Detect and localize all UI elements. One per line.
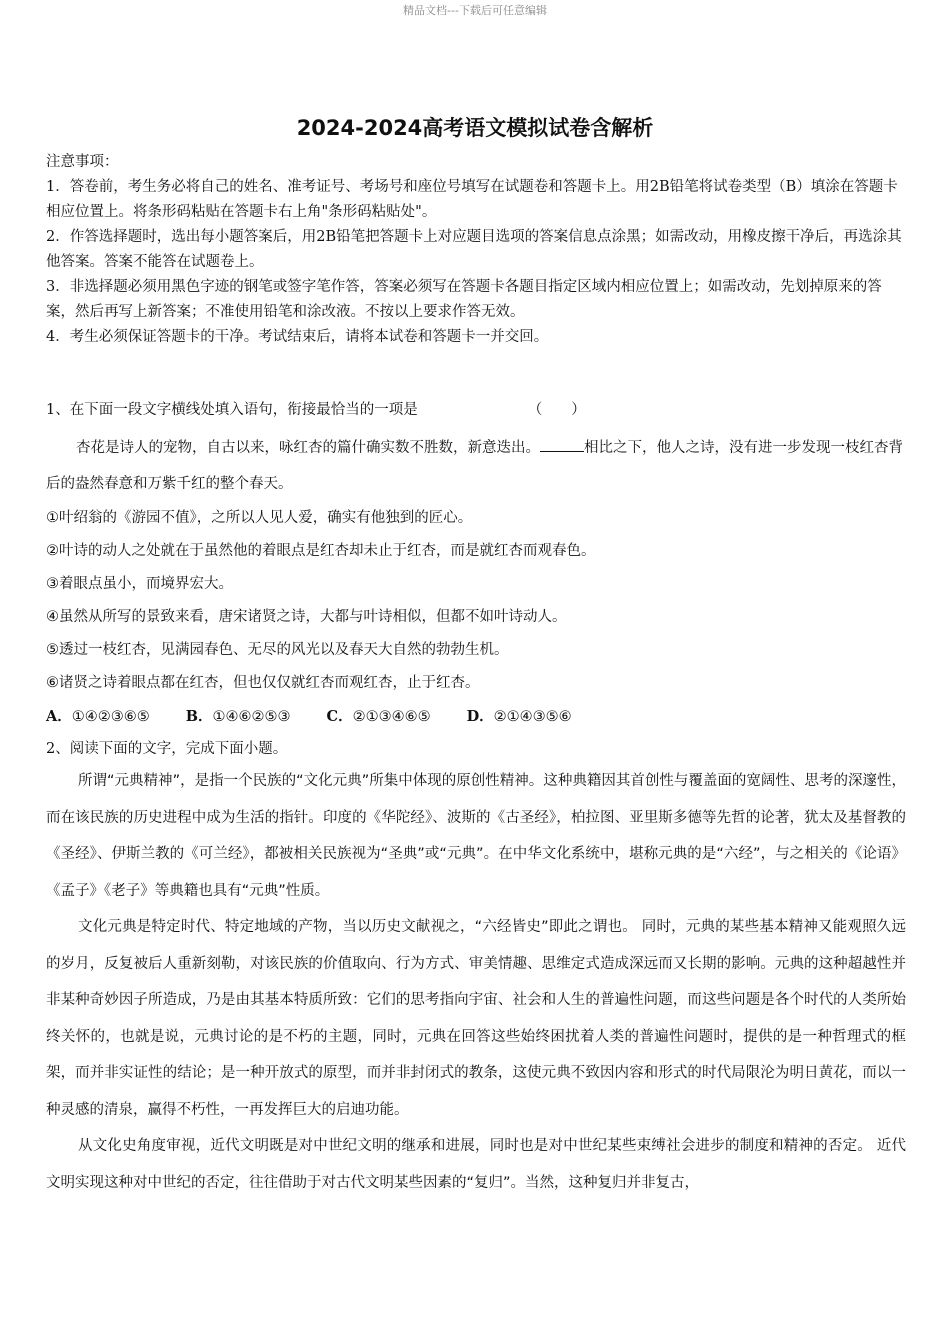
- sentence-option: ④虽然从所写的景致来看，唐宋诸贤之诗，大都与叶诗相似，但都不如叶诗动人。: [46, 609, 567, 625]
- notice-item: 3．非选择题必须用黑色字迹的钢笔或签字笔作答，答案必须写在答题卡各题目指定区域内相应位置上；如需改动，先划掉原来的答案，然后再写上新答案；不准使用铅笔和涂改液。不按以上要求作答无效。: [46, 279, 882, 320]
- choice-letter: A．: [46, 708, 72, 725]
- sentence-option: ③着眼点虽小，而境界宏大。: [46, 576, 233, 592]
- choice-text: ②①④③⑤⑥: [493, 709, 572, 725]
- notice-section: [46, 150, 906, 350]
- notice-item: 2．作答选择题时，选出每小题答案后，用2B铅笔把答题卡上对应题目选项的答案信息点涂黑；如需改动，用橡皮擦干净后，再选涂其他答案。答案不能答在试题卷上。: [46, 229, 902, 270]
- sentence-option: ②叶诗的动人之处就在于虽然他的着眼点是红杏却未止于红杏，而是就红杏而观春色。: [46, 543, 596, 559]
- choice-letter: B．: [185, 708, 213, 725]
- reading-paragraph: 文化元典是特定时代、特定地域的产物，当以历史文献视之，“六经皆史”即此之谓也。 同时，元典的某些基本精神又能观照久远的岁月，反复被后人重新刻勒，对该民族的价值取向、行为方式、审美情趣、思维定式造成深远而又长期的影响。元典的这种超越性并非某种奇妙因子所造成，乃是由其基本特质所致：它们的思考指向宇宙、社会和人生的普遍性问题，而这些问题是各个时代的人类所始终关怀的，也就是说，元典讨论的是不朽的主题，同时，元典在回答这些始终困扰着人类的普遍性问题时，提供的是一种哲理式的框架，而并非实证性的结论；是一种开放式的原型，而并非封闭式的教条，这使元典不致因内容和形式的时代局限沦为明日黄花，而以一种灵感的清泉，赢得不朽性，一再发挥巨大的启迪功能。: [46, 919, 906, 1118]
- choice-b: [186, 700, 291, 734]
- sentence-option: ①叶绍翁的《游园不值》，之所以人见人爱，确实有他独到的匠心。: [46, 510, 473, 526]
- question-1-stem: [46, 398, 906, 422]
- choice-letter: D．: [466, 708, 494, 725]
- choice-text: ①④②③⑥⑤: [71, 709, 150, 725]
- question-2: [46, 735, 906, 1201]
- notice-item: 1．答卷前，考生务必将自己的姓名、准考证号、考场号和座位号填写在试题卷和答题卡上。用2B铅笔将试卷类型（B）填涂在答题卡相应位置上。将条形码粘贴在答题卡右上角"条形码粘贴处"。: [46, 179, 898, 220]
- question-1-passage: [46, 430, 906, 502]
- reading-paragraph: 从文化史角度审视，近代文明既是对中世纪文明的继承和进展，同时也是对中世纪某些束缚社会进步的制度和精神的否定。 近代文明实现这种对中世纪的否定，往往借助于对古代文明某些因素的“复归”。当然，这种复归并非复古，: [46, 1138, 906, 1191]
- page-title: 2024-2024高考语文模拟试卷含解析: [296, 116, 654, 140]
- choice-c: [327, 700, 431, 734]
- passage-after: 相比之下，他人之诗，没有进一步发现一枝红杏背后的盎然春意和万紫千红的整个春天。: [46, 440, 903, 492]
- passage-before: 杏花是诗人的宠物，自古以来，咏红杏的篇什确实数不胜数，新意迭出。: [76, 440, 540, 456]
- choice-a: [46, 700, 150, 734]
- reading-paragraph: 所谓“元典精神”，是指一个民族的“文化元典”所集中体现的原创性精神。这种典籍因其首创性与覆盖面的宽阔性、思考的深邃性，而在该民族的历史进程中成为生活的指针。印度的《华陀经》、波斯的《古圣经》，柏拉图、亚里斯多德等先哲的论著，犹太及基督教的《圣经》、伊斯兰教的《可兰经》，都被相关民族视为“圣典”或“元典”。在中华文化系统中，堪称元典的是“六经”，与之相关的《论语》《孟子》《老子》等典籍也具有“元典”性质。: [46, 773, 906, 899]
- answer-choices: [46, 700, 906, 734]
- answer-paren: （ ）: [527, 402, 586, 418]
- question-1-text: 1、在下面一段文字横线处填入语句，衔接最恰当的一项是: [46, 402, 418, 418]
- question-1: [46, 398, 906, 734]
- choice-text: ②①③④⑥⑤: [352, 709, 431, 725]
- notice-item: 4．考生必须保证答题卡的干净。考试结束后，请将本试卷和答题卡一并交回。: [46, 329, 549, 345]
- choice-text: ①④⑥②⑤③: [212, 709, 291, 725]
- notice-heading: 注意事项：: [46, 154, 119, 170]
- fill-blank: [540, 437, 584, 452]
- choice-d: [467, 700, 572, 734]
- page-header: 精品文档---下载后可任意编辑: [403, 4, 547, 17]
- sentence-option: ⑤透过一枝红杏，见满园春色、无尽的风光以及春天大自然的勃勃生机。: [46, 642, 509, 658]
- question-2-stem: 2、阅读下面的文字，完成下面小题。: [46, 741, 288, 757]
- sentence-option: ⑥诸贤之诗着眼点都在红杏，但也仅仅就红杏而观红杏，止于红杏。: [46, 675, 480, 691]
- choice-letter: C．: [326, 708, 353, 725]
